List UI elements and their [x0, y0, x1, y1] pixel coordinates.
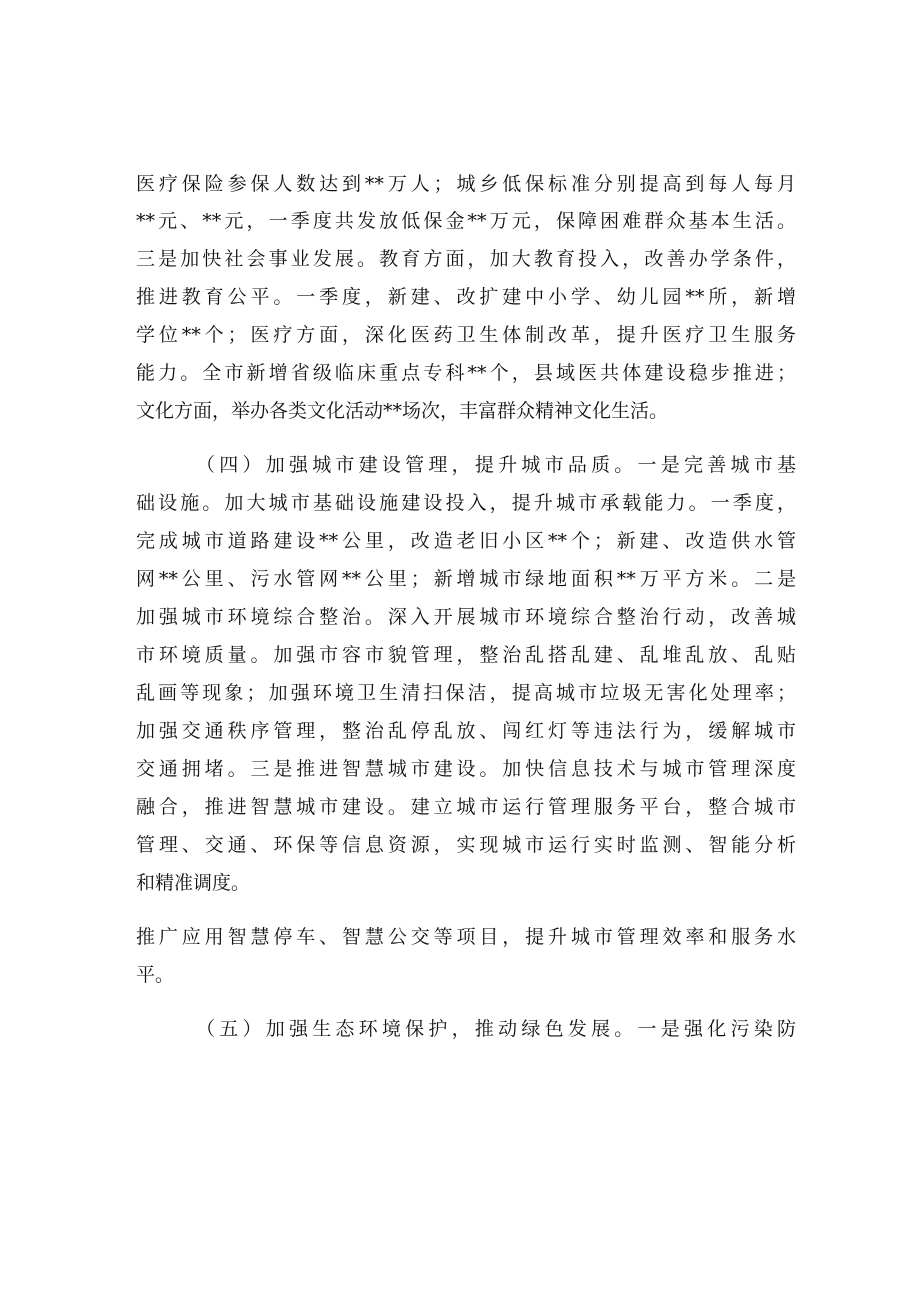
text-line: 平。 — [136, 964, 175, 986]
section-heading-line: （四）加强城市建设管理，提升城市品质。一是完善城市基 — [196, 454, 796, 476]
text-line: 交通拥堵。三是推进智慧城市建设。加快信息技术与城市管理深度 — [136, 758, 796, 780]
text-line: 础设施。加大城市基础设施建设投入，提升城市承载能力。一季度， — [136, 492, 796, 514]
text-line: 完成城市道路建设**公里，改造老旧小区**个；新建、改造供水管 — [136, 530, 796, 552]
text-line: 乱画等现象；加强环境卫生清扫保洁，提高城市垃圾无害化处理率； — [136, 682, 796, 704]
text-line: 加强交通秩序管理，整治乱停乱放、闯红灯等违法行为，缓解城市 — [136, 720, 796, 742]
text-line: 和精准调度。 — [136, 872, 251, 894]
text-line: **元、**元，一季度共发放低保金**万元，保障困难群众基本生活。 — [136, 210, 796, 232]
text-line: 网**公里、污水管网**公里；新增城市绿地面积**万平方米。二是 — [136, 568, 796, 590]
text-line: 推进教育公平。一季度，新建、改扩建中小学、幼儿园**所，新增 — [136, 286, 796, 308]
section-heading-line: （五）加强生态环境保护，推动绿色发展。一是强化污染防 — [196, 1018, 796, 1040]
text-line: 三是加快社会事业发展。教育方面，加大教育投入，改善办学条件， — [136, 248, 796, 270]
text-line: 能力。全市新增省级临床重点专科**个，县域医共体建设稳步推进； — [136, 362, 796, 384]
text-line: 加强城市环境综合整治。深入开展城市环境综合整治行动，改善城 — [136, 606, 796, 628]
text-line: 推广应用智慧停车、智慧公交等项目，提升城市管理效率和服务水 — [136, 926, 796, 948]
text-line: 文化方面，举办各类文化活动**场次，丰富群众精神文化生活。 — [136, 400, 669, 422]
text-line: 市环境质量。加强市容市貌管理，整治乱搭乱建、乱堆乱放、乱贴 — [136, 644, 796, 666]
text-line: 融合，推进智慧城市建设。建立城市运行管理服务平台，整合城市 — [136, 796, 796, 818]
text-line: 医疗保险参保人数达到**万人；城乡低保标准分别提高到每人每月 — [136, 173, 796, 195]
text-line: 管理、交通、环保等信息资源，实现城市运行实时监测、智能分析 — [136, 834, 796, 856]
text-line: 学位**个；医疗方面，深化医药卫生体制改革，提升医疗卫生服务 — [136, 324, 796, 346]
